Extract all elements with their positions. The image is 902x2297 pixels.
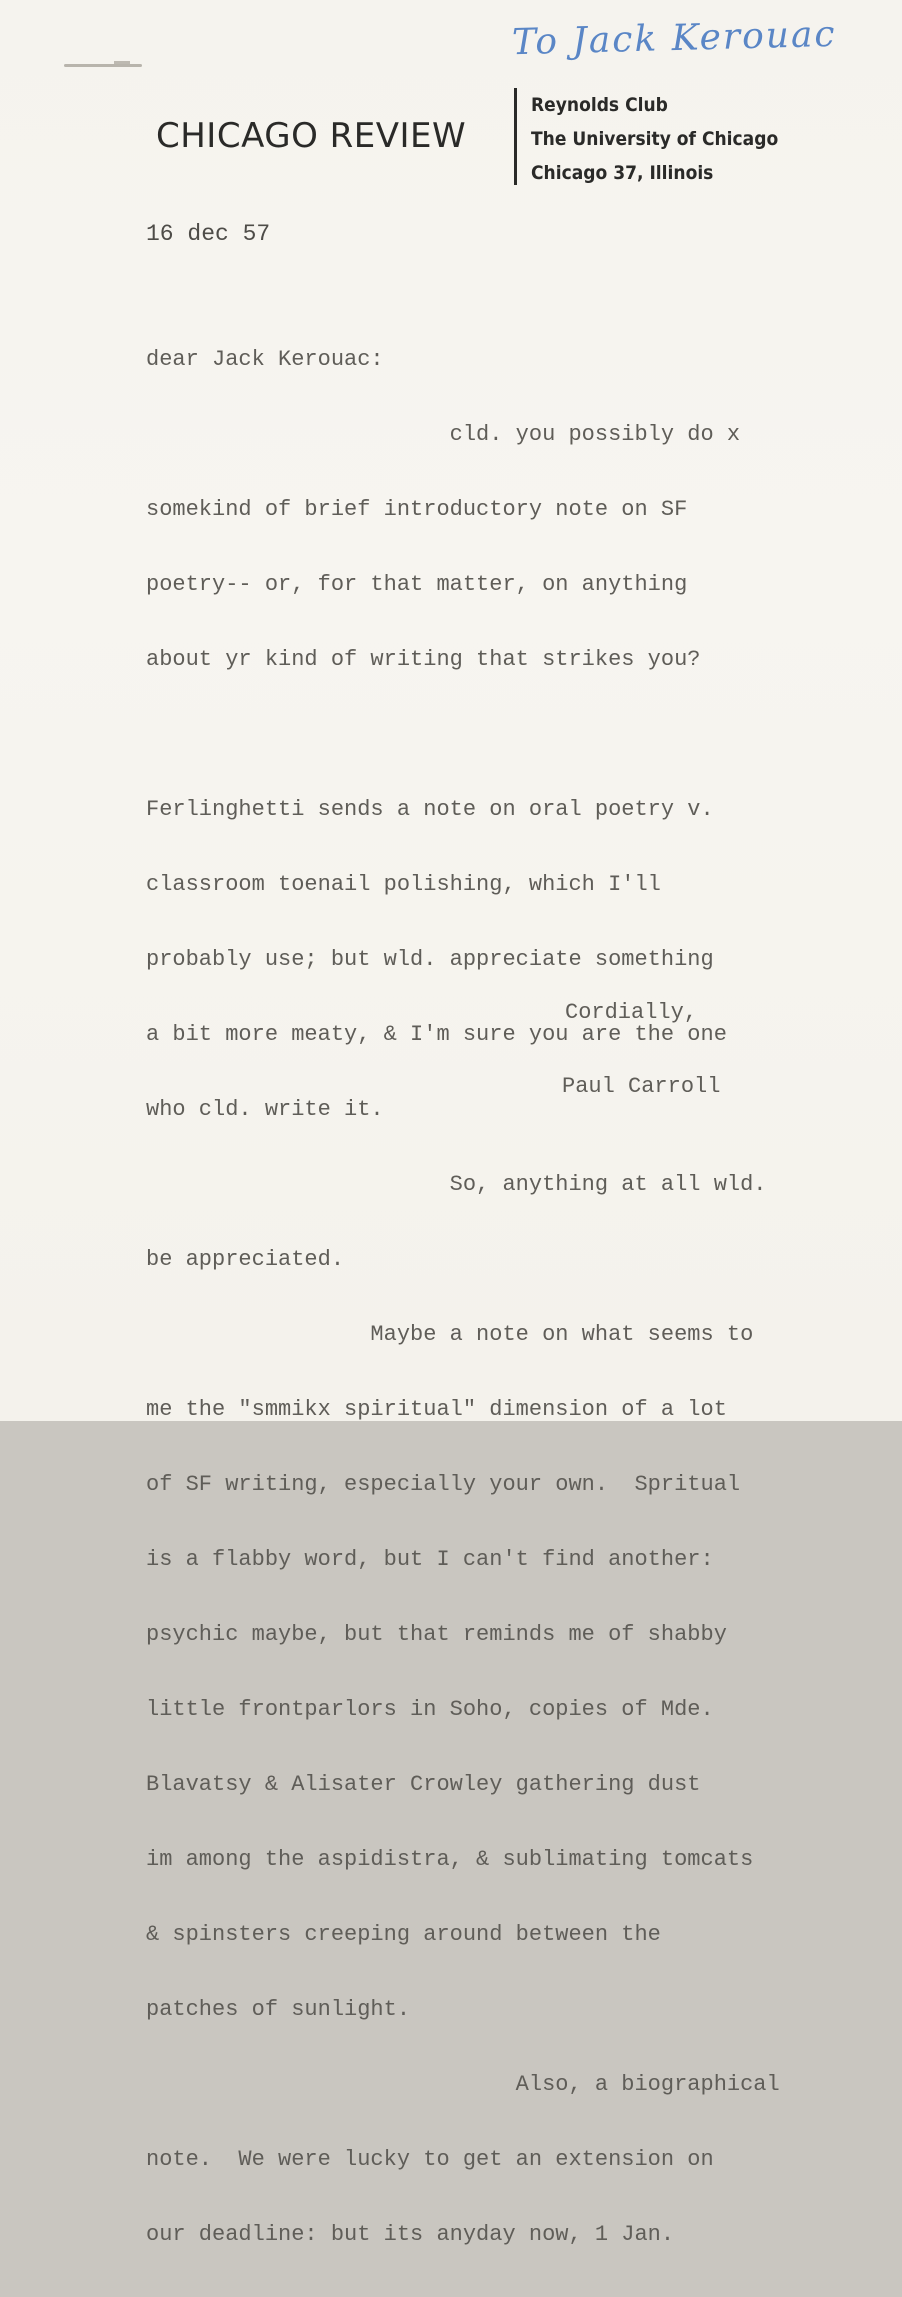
- letter-date: 16 dec 57: [146, 221, 271, 247]
- letter-line: Maybe a note on what seems to: [146, 1322, 754, 1347]
- letter-line: poetry-- or, for that matter, on anything: [146, 572, 688, 597]
- letter-line: Also, a biographical: [146, 2072, 780, 2097]
- letter-body: [146, 297, 780, 2297]
- letter-closing: Cordially,: [565, 1000, 698, 1025]
- address-line: Reynolds Club: [531, 94, 668, 116]
- letter-line: little frontparlors in Soho, copies of Mde.: [146, 1697, 714, 1722]
- letter-line: of SF writing, especially your own. Spritual: [146, 1472, 741, 1497]
- letter-line: is a flabby word, but I can't find another:: [146, 1547, 714, 1572]
- handwritten-annotation: To Jack Kerouac: [511, 13, 838, 64]
- letter-line: Ferlinghetti sends a note on oral poetry v.: [146, 797, 714, 822]
- letter-line: who cld. write it.: [146, 1097, 384, 1122]
- letter-line: psychic maybe, but that reminds me of shabby: [146, 1622, 727, 1647]
- letterhead-title: CHICAGO REVIEW: [156, 116, 467, 156]
- letter-line: & spinsters creeping around between the: [146, 1922, 661, 1947]
- letter-line: be appreciated.: [146, 1247, 345, 1272]
- letter-line: im among the aspidistra, & sublimating tomcats: [146, 1847, 754, 1872]
- letter-line: probably use; but wld. appreciate something: [146, 947, 714, 972]
- letter-line: our deadline: but its anyday now, 1 Jan.: [146, 2222, 675, 2247]
- letter-signature: Paul Carroll: [562, 1074, 721, 1099]
- pencil-mark: [64, 64, 142, 67]
- letter-line: note. We were lucky to get an extension on: [146, 2147, 714, 2172]
- letter-line: about yr kind of writing that strikes you?: [146, 647, 701, 672]
- letter-line: cld. you possibly do x: [146, 422, 741, 447]
- letter-line: So, anything at all wld.: [146, 1172, 767, 1197]
- letter-line: classroom toenail polishing, which I'll: [146, 872, 661, 897]
- letterhead-address: [531, 88, 778, 190]
- letter-line: [146, 722, 780, 747]
- letter-line: patches of sunlight.: [146, 1997, 411, 2022]
- address-line: Chicago 37, Illinois: [531, 162, 714, 184]
- letter-line: a bit more meaty, & I'm sure you are the one: [146, 1022, 727, 1047]
- letter-line: dear Jack Kerouac:: [146, 347, 384, 372]
- letter-line: somekind of brief introductory note on SF: [146, 497, 688, 522]
- letterhead-divider: [514, 88, 517, 185]
- letter-line: me the "smmikx spiritual" dimension of a lot: [146, 1397, 727, 1422]
- address-line: The University of Chicago: [531, 128, 779, 150]
- letter-line: Blavatsy & Alisater Crowley gathering dust: [146, 1772, 701, 1797]
